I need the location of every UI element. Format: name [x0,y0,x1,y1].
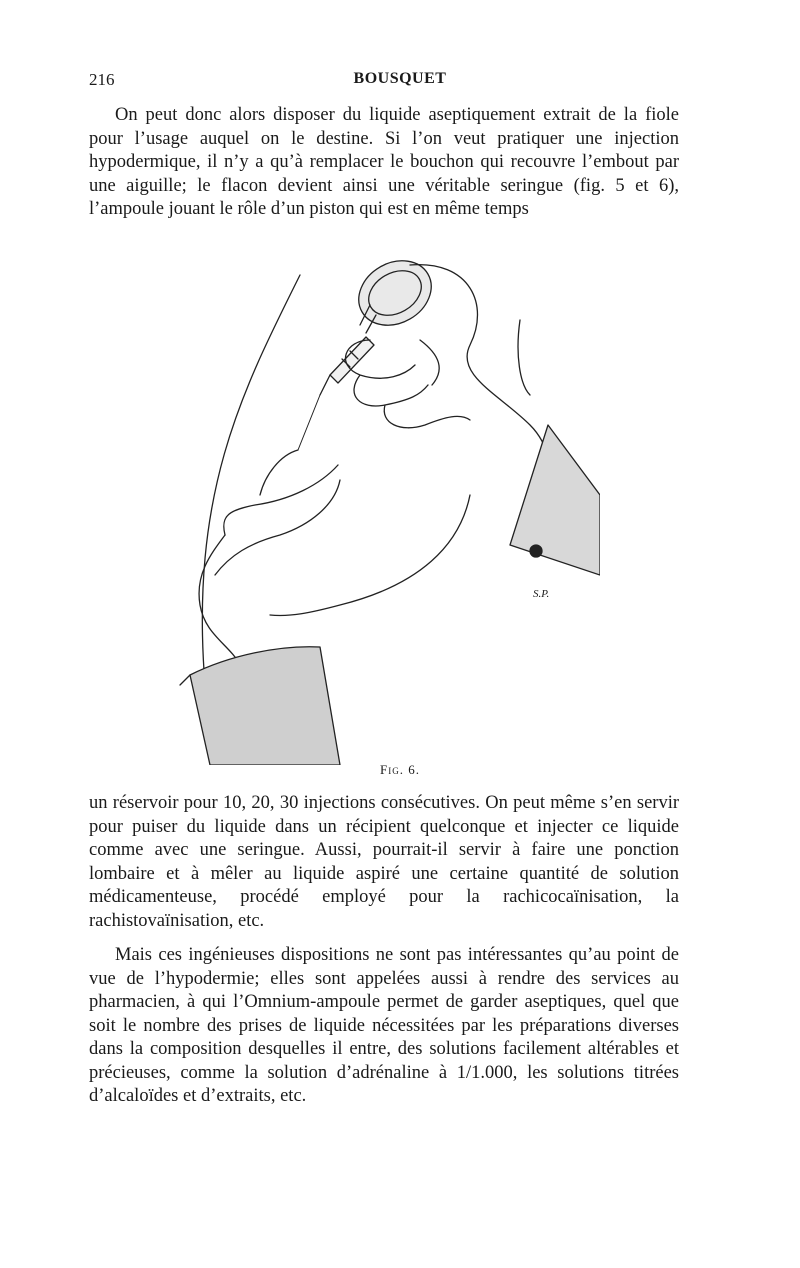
paragraph: Mais ces ingénieuses dispositions ne sont pas intéressantes qu’au point de vue de l’hypodermie; elles sont appelées aussi à rendre des services au pharmacien, à qui l’Omnium-ampoule permet de garder aseptiques, quel que soit le nombre des prises de liquide nécessitées par les préparations diverses dans la composition desquelles il entre, des solutions facilement altérables et précieuses, comme la solution d’adrénaline à 1/1.000, les solutions titrées d’alcaloïdes et d’extraits, etc. [89,945,679,1106]
running-title: BOUSQUET [353,70,447,87]
artist-signature: S.P. [533,588,550,600]
figure-caption: Fig. 6. [380,762,420,777]
paragraph: On peut donc alors disposer du liquide aseptiquement extrait de la fiole pour l’usage auquel on le destine. Si l’on veut pratiquer une injection hypodermique, il n’y a qu’à remplacer le bouchon qui recouvre l’embout par une aiguille; le flacon devient ainsi une véritable seringue (fig. 5 et 6), l’ampoule jouant le rôle d’un piston qui est en même temps [89,105,679,219]
figure-illustration [170,245,600,765]
paragraph: un réservoir pour 10, 20, 30 injections consécutives. On peut même s’en servir pour puiser du liquide dans un récipient quelconque et injecter ce liquide comme avec une seringue. Aussi, pourrait-il servir à faire une ponction lombaire et à mêler au liquide aspiré une certaine quantité de solution médicamenteuse, procédé employé pour la rachicocaïnisation, la rachistovaïnisation, etc. [89,793,679,931]
syringe-injection-engraving [170,245,600,765]
page-number: 216 [89,70,115,89]
